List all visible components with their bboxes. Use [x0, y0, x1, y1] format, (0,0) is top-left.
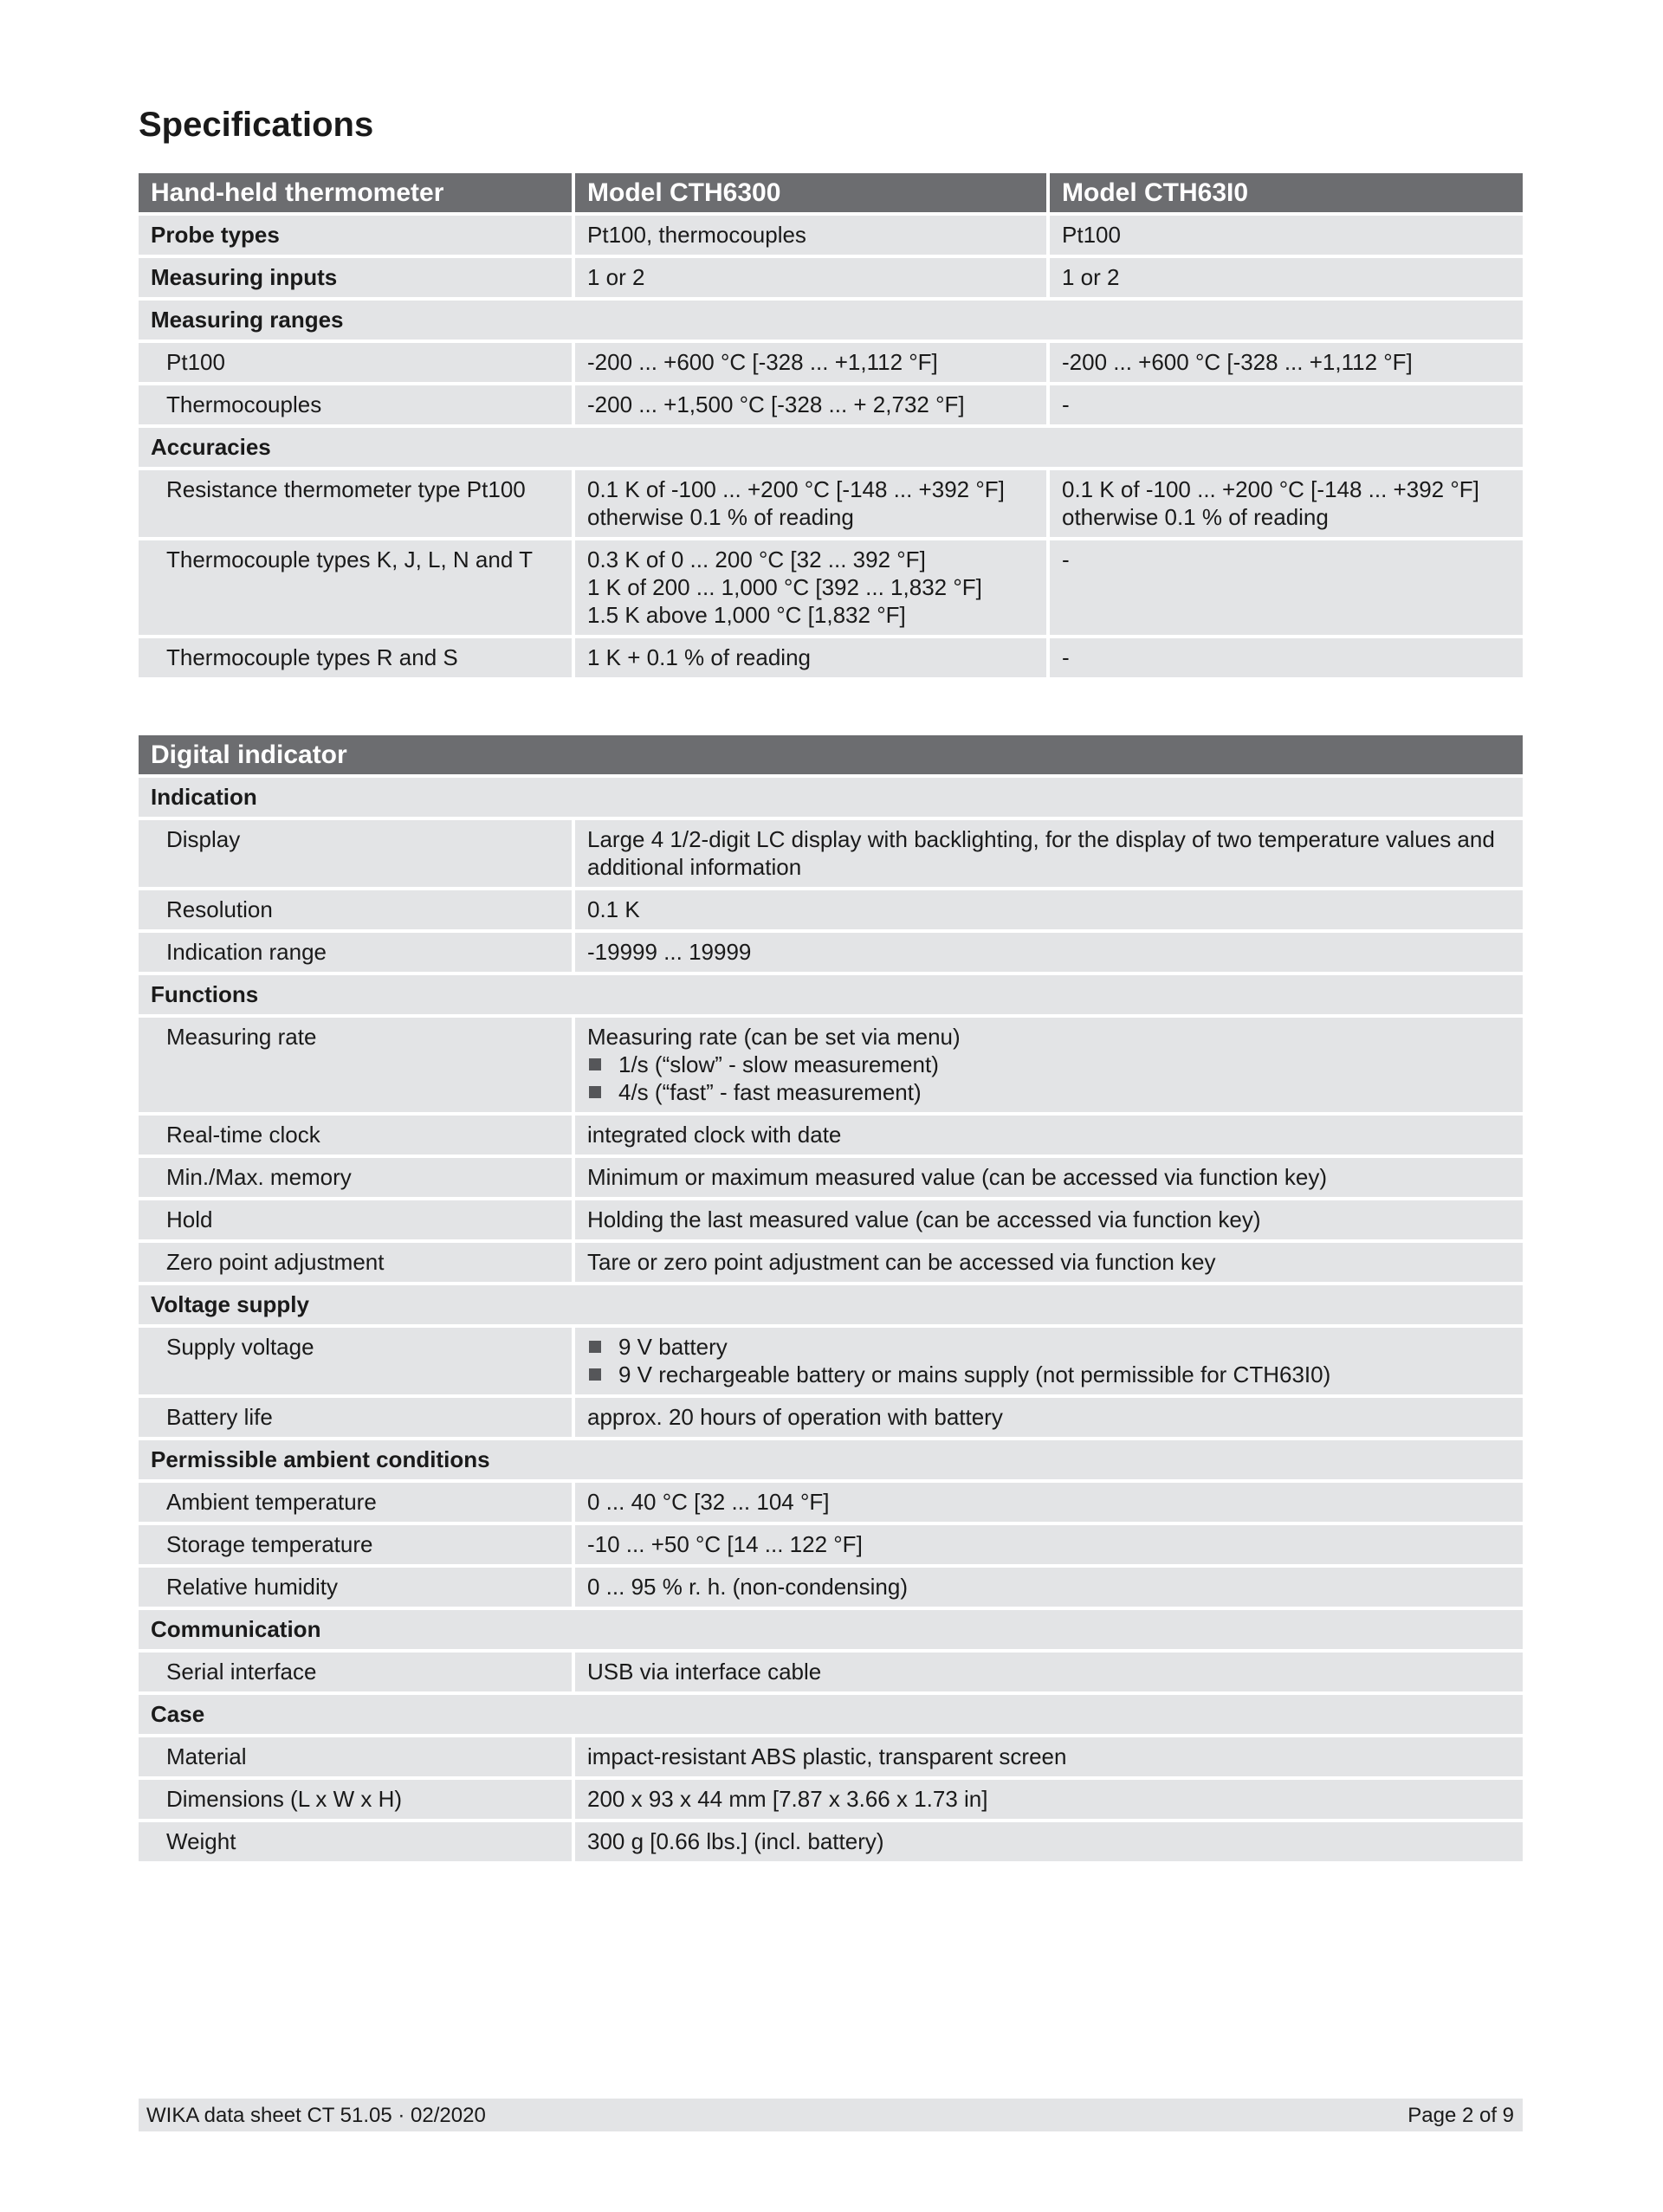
row-value: Tare or zero point adjustment can be accessed via function key [572, 1243, 1523, 1282]
table-header-row [139, 735, 1523, 774]
row-label: Thermocouples [139, 385, 572, 424]
value-line: otherwise 0.1 % of reading [1062, 504, 1329, 530]
table-row [139, 1737, 1523, 1776]
row-label: Dimensions (L x W x H) [139, 1780, 572, 1819]
bullet-item [587, 1333, 1511, 1361]
row-label: Supply voltage [139, 1328, 572, 1394]
value-line: 1 K of 200 ... 1,000 °C [392 ... 1,832 °F] [587, 574, 982, 600]
category-row [139, 1285, 1523, 1324]
row-value: Holding the last measured value (can be accessed via function key) [572, 1200, 1523, 1239]
row-value: Pt100 [1046, 216, 1523, 255]
row-value: -200 ... +1,500 °C [-328 ... + 2,732 °F] [572, 385, 1046, 424]
row-label: Serial interface [139, 1653, 572, 1691]
table-row [139, 216, 1523, 255]
bullet-text: 1/s (“slow” - slow measurement) [618, 1051, 939, 1077]
row-label: Measuring rate [139, 1018, 572, 1112]
square-bullet-icon [589, 1368, 601, 1381]
row-value [572, 820, 1523, 887]
table-row [139, 1116, 1523, 1155]
row-value: 1 or 2 [1046, 258, 1523, 297]
row-label: Real-time clock [139, 1116, 572, 1155]
row-value: -10 ... +50 °C [14 ... 122 °F] [572, 1525, 1523, 1564]
footer-page-number: Page 2 of 9 [1407, 2104, 1514, 2127]
table-row [139, 1200, 1523, 1239]
category-label: Voltage supply [139, 1285, 1523, 1324]
table-row [139, 890, 1523, 929]
row-label: Thermocouple types R and S [139, 638, 572, 677]
category-label: Indication [139, 778, 1523, 817]
value-line: 1.5 K above 1,000 °C [1,832 °F] [587, 602, 906, 628]
row-label: Battery life [139, 1398, 572, 1437]
row-label: Zero point adjustment [139, 1243, 572, 1282]
row-value [572, 1328, 1523, 1394]
row-value: 1 K + 0.1 % of reading [572, 638, 1046, 677]
row-label: Resolution [139, 890, 572, 929]
table-row [139, 638, 1523, 677]
value-line: 0.1 K of -100 ... +200 °C [-148 ... +392 °F] [587, 476, 1005, 502]
row-value [572, 1018, 1523, 1112]
category-label: Accuracies [139, 428, 1523, 467]
bullet-item [587, 1051, 1511, 1078]
category-row [139, 301, 1523, 340]
table-row [139, 1525, 1523, 1564]
header-cell: Hand-held thermometer [139, 173, 572, 212]
page-footer [139, 2099, 1523, 2131]
category-row [139, 975, 1523, 1014]
row-label: Resistance thermometer type Pt100 [139, 470, 572, 537]
category-label: Case [139, 1695, 1523, 1734]
table-row [139, 1653, 1523, 1691]
row-value: -19999 ... 19999 [572, 933, 1523, 972]
row-label: Probe types [139, 216, 572, 255]
row-label: Thermocouple types K, J, L, N and T [139, 540, 572, 635]
page-title: Specifications [139, 106, 374, 144]
row-value: Minimum or maximum measured value (can be accessed via function key) [572, 1158, 1523, 1197]
table-row [139, 1568, 1523, 1607]
table-row [139, 470, 1523, 537]
bullet-item [587, 1078, 1511, 1106]
row-value: integrated clock with date [572, 1116, 1523, 1155]
category-label: Communication [139, 1610, 1523, 1649]
square-bullet-icon [589, 1058, 601, 1070]
row-value: - [1046, 638, 1523, 677]
header-cell: Model CTH63I0 [1046, 173, 1523, 212]
table-row [139, 343, 1523, 382]
table-row [139, 1018, 1523, 1112]
row-value: - [1046, 385, 1523, 424]
row-value: approx. 20 hours of operation with battery [572, 1398, 1523, 1437]
category-row [139, 428, 1523, 467]
row-value: impact-resistant ABS plastic, transparent screen [572, 1737, 1523, 1776]
value-line: otherwise 0.1 % of reading [587, 504, 854, 530]
value-line: 0.3 K of 0 ... 200 °C [32 ... 392 °F] [587, 547, 926, 572]
row-value: 0 ... 40 °C [32 ... 104 °F] [572, 1483, 1523, 1522]
row-label: Indication range [139, 933, 572, 972]
row-value: 300 g [0.66 lbs.] (incl. battery) [572, 1822, 1523, 1861]
row-value [572, 540, 1046, 635]
category-row [139, 778, 1523, 817]
value-line: Large 4 1/2-digit LC display with backlighting, for the display of two temperature values and [587, 826, 1495, 852]
header-cell: Digital indicator [139, 735, 1523, 774]
value-line: Measuring rate (can be set via menu) [587, 1024, 961, 1050]
table-header-row [139, 173, 1523, 212]
row-label: Weight [139, 1822, 572, 1861]
row-label: Pt100 [139, 343, 572, 382]
bullet-text: 4/s (“fast” - fast measurement) [618, 1079, 922, 1105]
row-label: Ambient temperature [139, 1483, 572, 1522]
table-row [139, 1158, 1523, 1197]
table-row [139, 385, 1523, 424]
row-value [1046, 470, 1523, 537]
table-row [139, 933, 1523, 972]
row-value: 0.1 K [572, 890, 1523, 929]
table-row [139, 1328, 1523, 1394]
category-row [139, 1440, 1523, 1479]
row-value: -200 ... +600 °C [-328 ... +1,112 °F] [1046, 343, 1523, 382]
digital-indicator-table [139, 732, 1523, 1865]
table-row [139, 258, 1523, 297]
category-row [139, 1695, 1523, 1734]
row-value: 200 x 93 x 44 mm [7.87 x 3.66 x 1.73 in] [572, 1780, 1523, 1819]
table-row [139, 540, 1523, 635]
row-value [572, 470, 1046, 537]
row-value: Pt100, thermocouples [572, 216, 1046, 255]
row-label: Storage temperature [139, 1525, 572, 1564]
row-value: -200 ... +600 °C [-328 ... +1,112 °F] [572, 343, 1046, 382]
footer-datasheet-reference: WIKA data sheet CT 51.05 · 02/2020 [146, 2104, 486, 2127]
row-label: Measuring inputs [139, 258, 572, 297]
table-row [139, 820, 1523, 887]
table-row [139, 1780, 1523, 1819]
row-value: USB via interface cable [572, 1653, 1523, 1691]
table-row [139, 1243, 1523, 1282]
value-line: additional information [587, 854, 802, 880]
square-bullet-icon [589, 1086, 601, 1098]
table-row [139, 1822, 1523, 1861]
category-label: Measuring ranges [139, 301, 1523, 340]
row-label: Material [139, 1737, 572, 1776]
category-label: Functions [139, 975, 1523, 1014]
row-value: 1 or 2 [572, 258, 1046, 297]
header-cell: Model CTH6300 [572, 173, 1046, 212]
category-label: Permissible ambient conditions [139, 1440, 1523, 1479]
row-value: 0 ... 95 % r. h. (non-condensing) [572, 1568, 1523, 1607]
row-value: - [1046, 540, 1523, 635]
row-label: Display [139, 820, 572, 887]
row-label: Hold [139, 1200, 572, 1239]
bullet-item [587, 1361, 1511, 1388]
value-line: 0.1 K of -100 ... +200 °C [-148 ... +392 °F] [1062, 476, 1479, 502]
handheld-thermometer-table [139, 170, 1523, 681]
table-row [139, 1398, 1523, 1437]
row-label: Relative humidity [139, 1568, 572, 1607]
bullet-text: 9 V battery [618, 1334, 728, 1360]
table-row [139, 1483, 1523, 1522]
row-label: Min./Max. memory [139, 1158, 572, 1197]
square-bullet-icon [589, 1341, 601, 1353]
bullet-text: 9 V rechargeable battery or mains supply (not permissible for CTH63I0) [618, 1361, 1331, 1387]
category-row [139, 1610, 1523, 1649]
